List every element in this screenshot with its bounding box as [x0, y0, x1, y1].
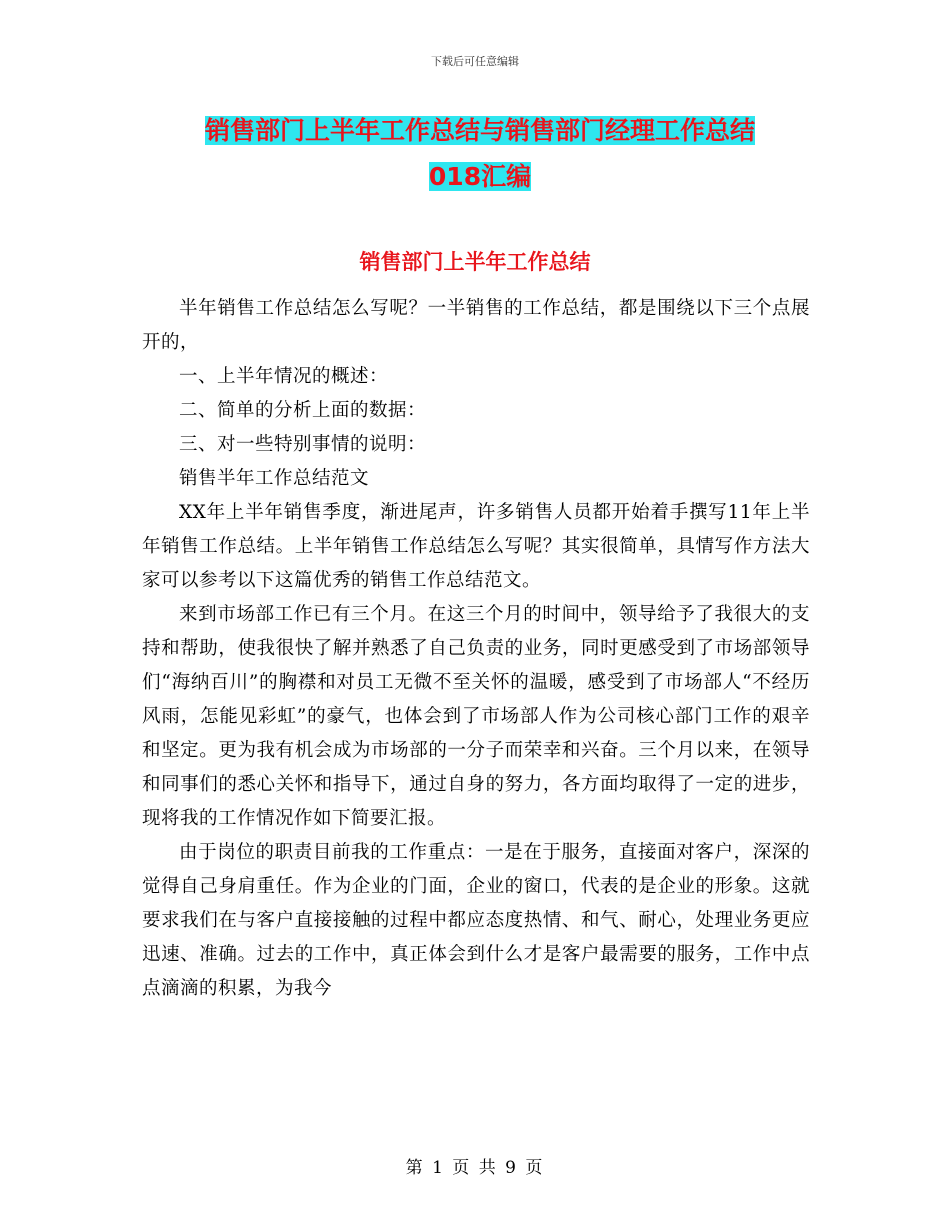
paragraph: 由于岗位的职责目前我的工作重点：一是在于服务，直接面对客户，深深的觉得自己身肩重任。作为企业的门面，企业的窗口，代表的是企业的形象。这就要求我们在与客户直接接触的过程中都应态度热情、和气、耐心，处理业务更应迅速、准确。过去的工作中，真正体会到什么才是客户最需要的服务，工作中点点滴滴的积累，为我今 [142, 842, 810, 999]
paragraph: 三、对一些特别事情的说明： [179, 434, 427, 455]
paragraph: XX年上半年销售季度，渐进尾声，许多销售人员都开始着手撰写11年上半年销售工作总结。上半年销售工作总结怎么写呢？其实很简单，具情写作方法大家可以参考以下这篇优秀的销售工作总结范文。 [142, 502, 810, 591]
paragraph: 销售半年工作总结范文 [179, 468, 370, 489]
paragraph: 来到市场部工作已有三个月。在这三个月的时间中，领导给予了我很大的支持和帮助，使我很快了解并熟悉了自己负责的业务，同时更感受到了市场部领导们“海纳百川”的胸襟和对员工无微不至关怀的温暖，感受到了市场部人“不经历风雨，怎能见彩虹”的豪气，也体会到了市场部人作为公司核心部门工作的艰辛和坚定。更为我有机会成为市场部的一分子而荣幸和兴奋。三个月以来，在领导和同事们的悉心关怀和指导下，通过自身的努力，各方面均取得了一定的进步，现将我的工作情况作如下简要汇报。 [142, 604, 810, 829]
document-title-line-1: 销售部门上半年工作总结与销售部门经理工作总结 [204, 116, 755, 145]
page-footer: 第 1 页 共 9 页 [405, 1158, 545, 1178]
body-text [142, 292, 810, 1006]
paragraph: 二、简单的分析上面的数据： [179, 400, 427, 421]
paragraph: 半年销售工作总结怎么写呢？一半销售的工作总结，都是围绕以下三个点展开的， [142, 298, 810, 353]
document-title-line-2: 018汇编 [428, 162, 532, 191]
paragraph: 一、上半年情况的概述： [179, 366, 389, 387]
header-note: 下载后可任意编辑 [431, 55, 519, 68]
document-title [140, 108, 820, 200]
section-title: 销售部门上半年工作总结 [359, 250, 591, 274]
